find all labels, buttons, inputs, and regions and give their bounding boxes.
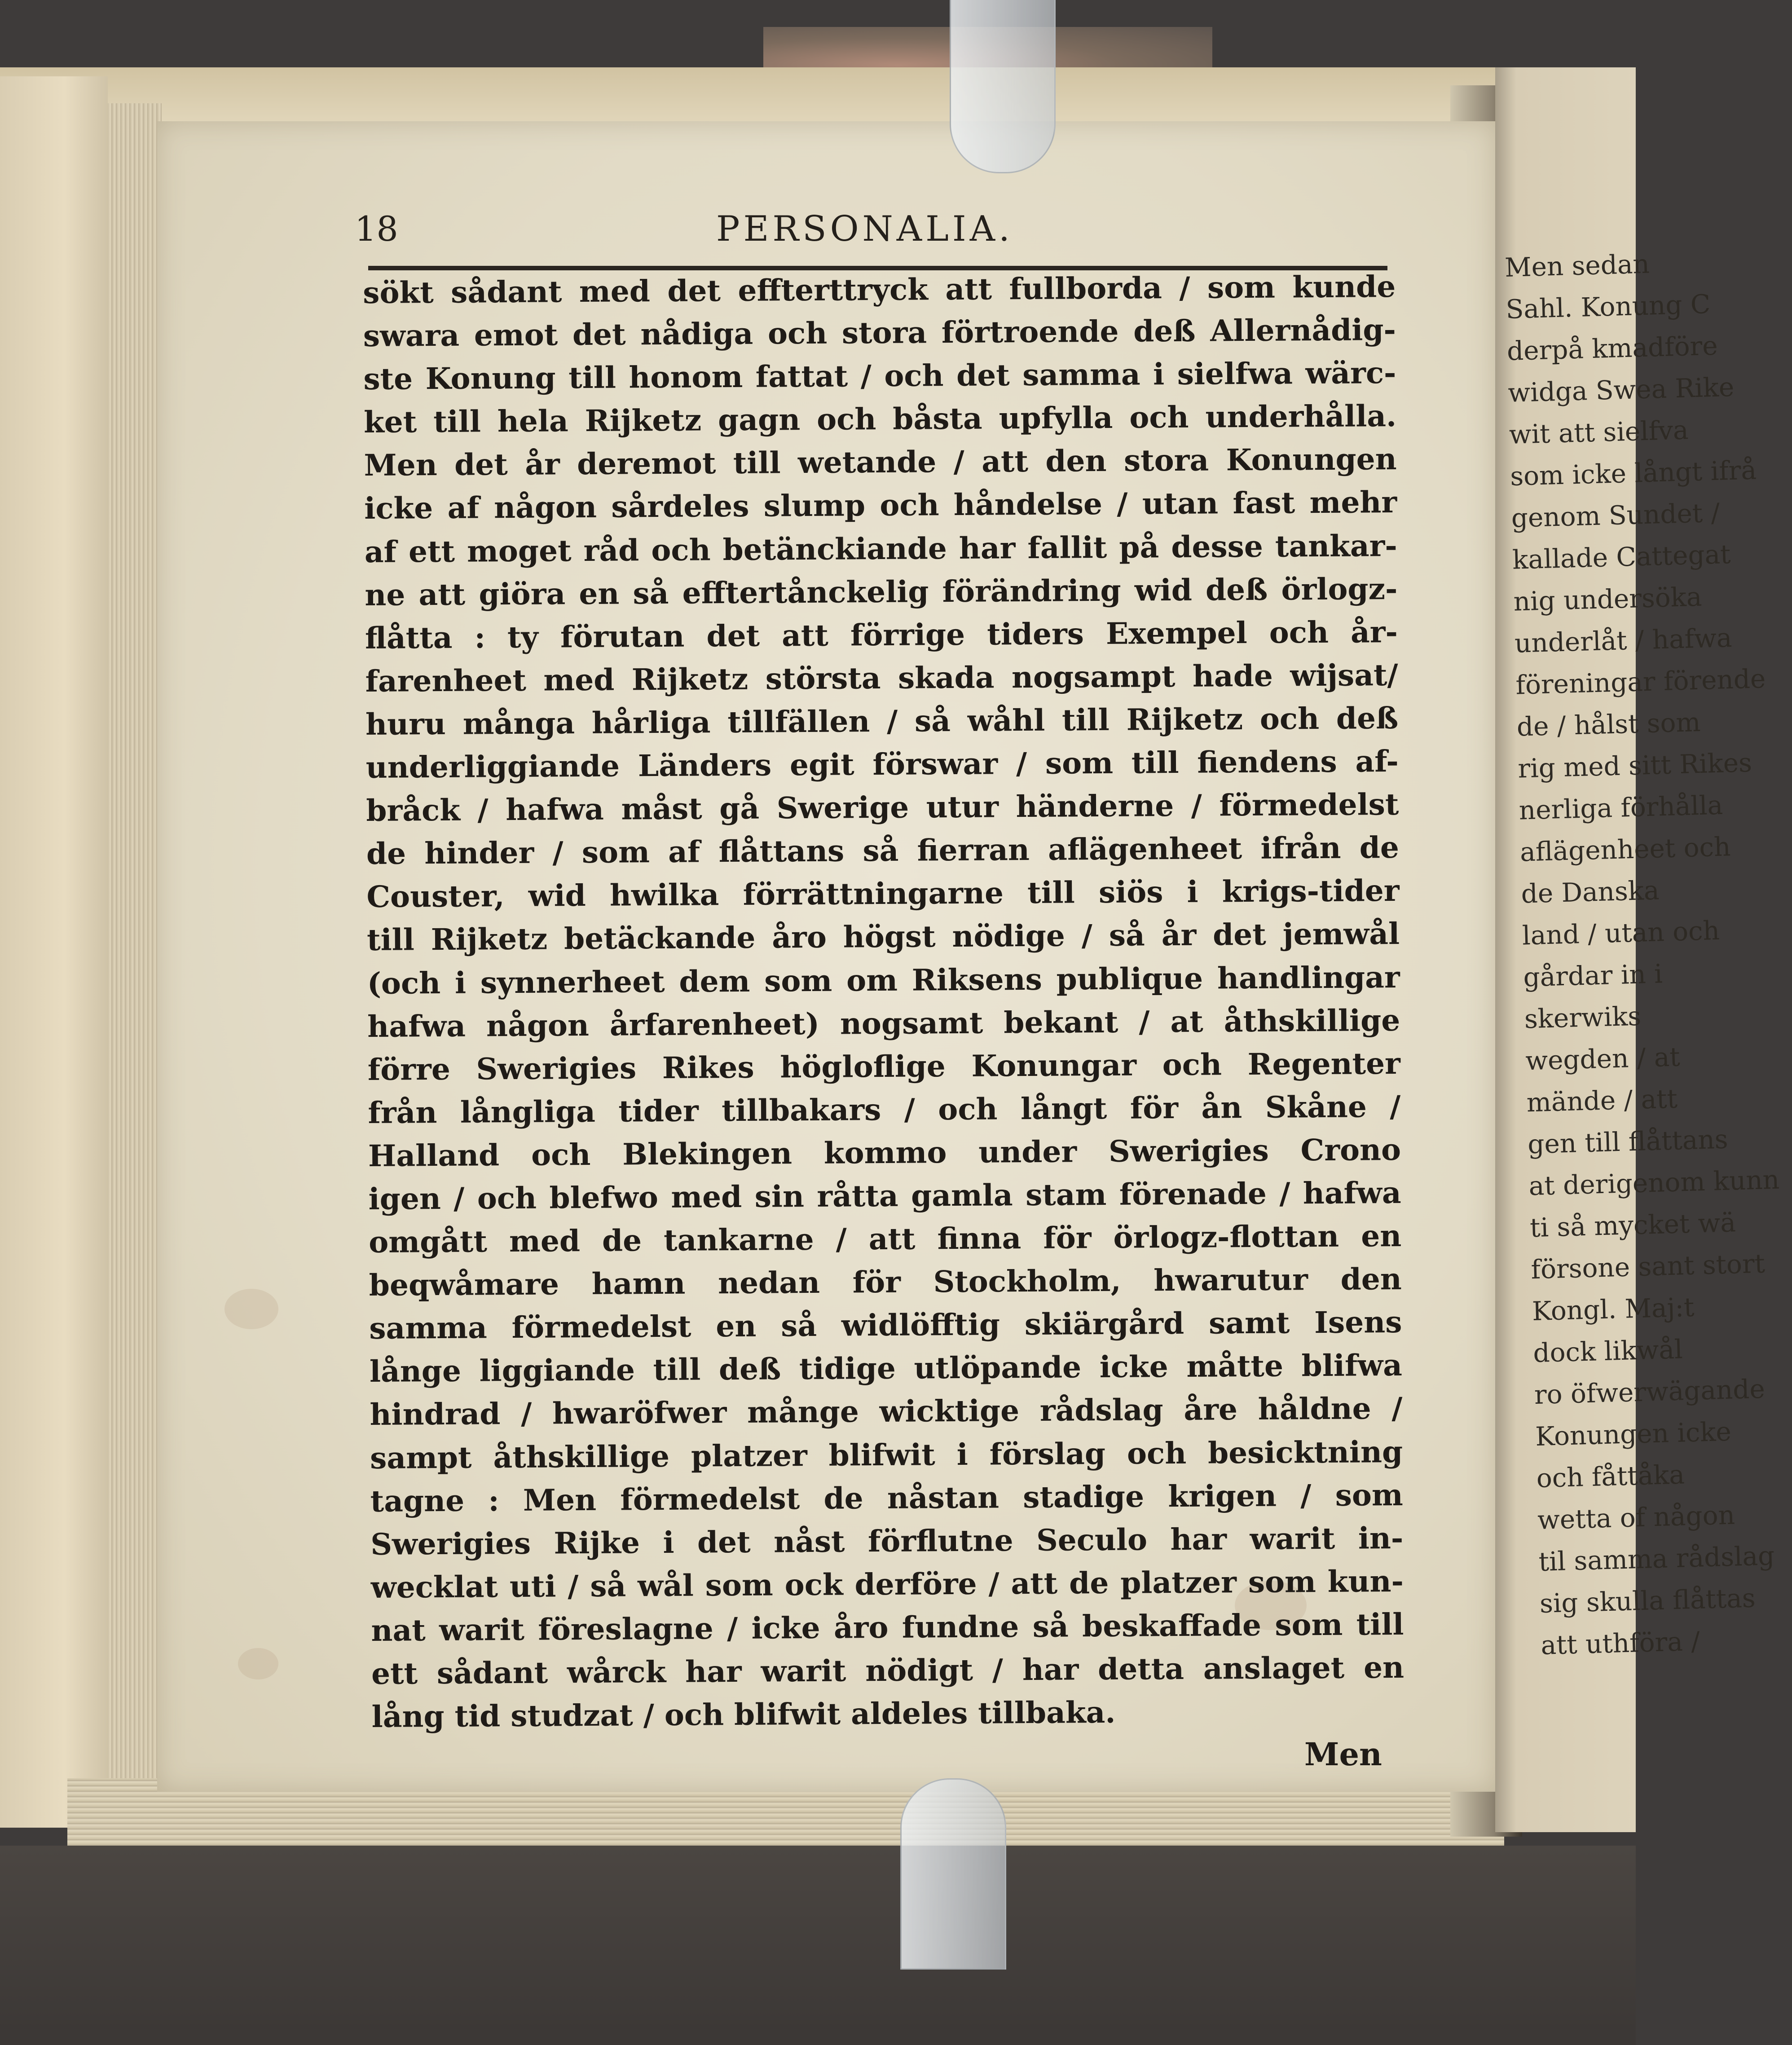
body-text (363, 265, 1405, 1738)
text-line: långe liggiande till deß tidige utlöpande icke måtte blifwa (369, 1348, 1403, 1389)
text-line: sökt sådant med det effterttryck att fullborda / som kunde (363, 269, 1396, 310)
text-line: de hinder / som af flåttans så fierran aflägenheet ifrån de (366, 830, 1400, 872)
right-page-line: at derigenom kunn (1528, 1164, 1780, 1202)
right-page-line: land / utan och (1522, 915, 1720, 951)
text-line: igen / och blefwo med sin råtta gamla stam förenade / hafwa (368, 1175, 1401, 1216)
paper-stain (225, 1289, 278, 1329)
right-page-line: dock likwål (1532, 1334, 1683, 1369)
right-page-line: underlåt / hafwa (1514, 622, 1733, 659)
right-page-line: Kongl. Maj:t (1532, 1291, 1695, 1327)
page-block-top-edge (0, 67, 1527, 130)
text-line: omgått med de tankarne / att finna för örlogz-flottan en (368, 1218, 1402, 1260)
right-page-line: skerwiks (1524, 1000, 1642, 1035)
right-page-line: Men sedan (1504, 248, 1650, 283)
text-line: hafwa någon årfarenheet) nogsamt bekant / at åthskillige (367, 1002, 1400, 1044)
right-page-fragment (1495, 67, 1780, 1832)
right-page-text (1504, 242, 1780, 1666)
right-page-line: kallade Cattegat (1512, 539, 1731, 575)
running-head: PERSONALIA. (716, 209, 1013, 249)
right-page-line: de / hålst som (1516, 706, 1701, 742)
text-line: flåtta : ty förutan det att förrige tiders Exempel och år- (365, 614, 1398, 656)
right-page-line: wit att sielfva (1509, 414, 1689, 450)
right-page-line: gen till flåttans (1527, 1124, 1729, 1160)
left-page-stack-edges (108, 103, 162, 1801)
text-line: Couster, wid hwilka förrättningarne till siös i krigs-tider (366, 873, 1400, 915)
text-line: samma förmedelst en så widlöfftig skiärgård samt Isens (369, 1305, 1402, 1346)
right-page-line: ti så mycket wä (1529, 1207, 1736, 1243)
text-line: wecklat uti / så wål som ock derföre / att de platzer som kun- (370, 1563, 1404, 1605)
right-page-line: nig undersöka (1513, 581, 1703, 617)
text-line: ne att giöra en så efftertånckelig förändring wid deß örlogz- (365, 571, 1398, 613)
right-page-line: widga Swea Rike (1507, 371, 1735, 408)
right-page-line: genom Sundet / (1510, 497, 1720, 533)
page-number: 18 (355, 209, 398, 249)
text-line: farenheet med Rijketz största skada nogsampt hade wijsat/ (365, 657, 1398, 699)
right-page-line: föreningar förende (1515, 663, 1766, 701)
text-line: från långliga tider tillbakars / och långt för ån Skåne / (368, 1089, 1401, 1130)
right-page-line: aflägenheet och (1519, 831, 1731, 868)
right-page-line: som icke långt ifrå (1510, 454, 1757, 492)
text-line: huru många hårliga tillfällen / så wåhl till Rijketz och deß (365, 700, 1399, 742)
right-page-line: mände / att (1526, 1083, 1678, 1118)
catchword: Men (1304, 1736, 1382, 1773)
text-line: tagne : Men förmedelst de nåstan stadige krigen / som (370, 1477, 1403, 1519)
text-line: icke af någon sårdeles slump och håndelse / utan fast mehr (364, 485, 1397, 526)
text-line: bråck / hafwa måst gå Swerige utur händerne / förmedelst (366, 787, 1399, 829)
cover-board-bottom (0, 1846, 1636, 2045)
text-line: underliggiande Länders egit förswar / som till fiendens af- (365, 743, 1399, 785)
right-page-line: att uthföra / (1540, 1626, 1700, 1661)
text-line: ett sådant wårck har warit nödigt / har detta anslaget en (371, 1649, 1405, 1691)
text-line: ste Konung till honom fattat / och det samma i sielfwa wärc- (363, 355, 1396, 397)
right-page-line: sig skulla flåttas (1539, 1582, 1756, 1619)
plastic-clip-bottom (900, 1778, 1006, 1970)
right-page-line: wetta of någon (1537, 1499, 1735, 1536)
text-line: hindrad / hwaröfwer månge wicktige rådslag åre håldne / (370, 1391, 1403, 1432)
right-page-line: gårdar in i (1523, 958, 1663, 993)
plastic-clip-top (950, 0, 1056, 173)
text-line: Swerigies Rijke i det nåst förflutne Seculo har warit in- (370, 1520, 1404, 1562)
right-page-line: de Danska (1520, 875, 1660, 909)
right-page-line: försone sant stort (1530, 1248, 1766, 1285)
right-page-line: Konungen icke (1535, 1416, 1732, 1452)
text-line: Halland och Blekingen kommo under Swerigies Crono (368, 1132, 1401, 1173)
text-line: till Rijketz betäckande åro högst nödige / så år det jemwål (366, 916, 1400, 958)
text-line: swara emot det nådiga och stora förtroende deß Allernådig- (363, 312, 1396, 354)
text-line: (och i synnerheet dem som om Riksens publique handlingar (367, 959, 1400, 1001)
right-page-line: rig med sitt Rikes (1517, 747, 1752, 784)
right-page-line: ro öfwerwägande (1534, 1373, 1766, 1410)
right-page-line: wegden / at (1525, 1041, 1681, 1076)
right-page-line: til samma rådslag (1538, 1540, 1775, 1577)
right-page-line: Sahl. Konung C (1505, 289, 1711, 325)
text-line: nat warit föreslagne / icke åro fundne så beskaffade som till (371, 1606, 1404, 1648)
text-line: Men det år deremot till wetande / att den stora Konungen (364, 441, 1397, 483)
text-line: ket till hela Rijketz gagn och båsta upfylla och underhålla. (363, 398, 1397, 440)
right-page-line: nerliga förhålla (1518, 789, 1723, 826)
text-line: lång tid studzat / och blifwit aldeles tillbaka. (371, 1694, 1116, 1735)
right-page-line: och fåttåka (1536, 1459, 1685, 1494)
paper-stain (238, 1648, 278, 1679)
text-line: förre Swerigies Rikes högloflige Konungar och Regenter (367, 1045, 1401, 1087)
text-line: beqwåmare hamn nedan för Stockholm, hwarutur den (369, 1261, 1402, 1303)
left-page-margin (0, 76, 108, 1828)
right-page-line: derpå kmadföre (1506, 330, 1718, 366)
text-line: sampt åthskillige platzer blifwit i förslag och besicktning (370, 1434, 1403, 1476)
text-line: af ett moget råd och betänckiande har fallit på desse tankar- (364, 528, 1398, 569)
